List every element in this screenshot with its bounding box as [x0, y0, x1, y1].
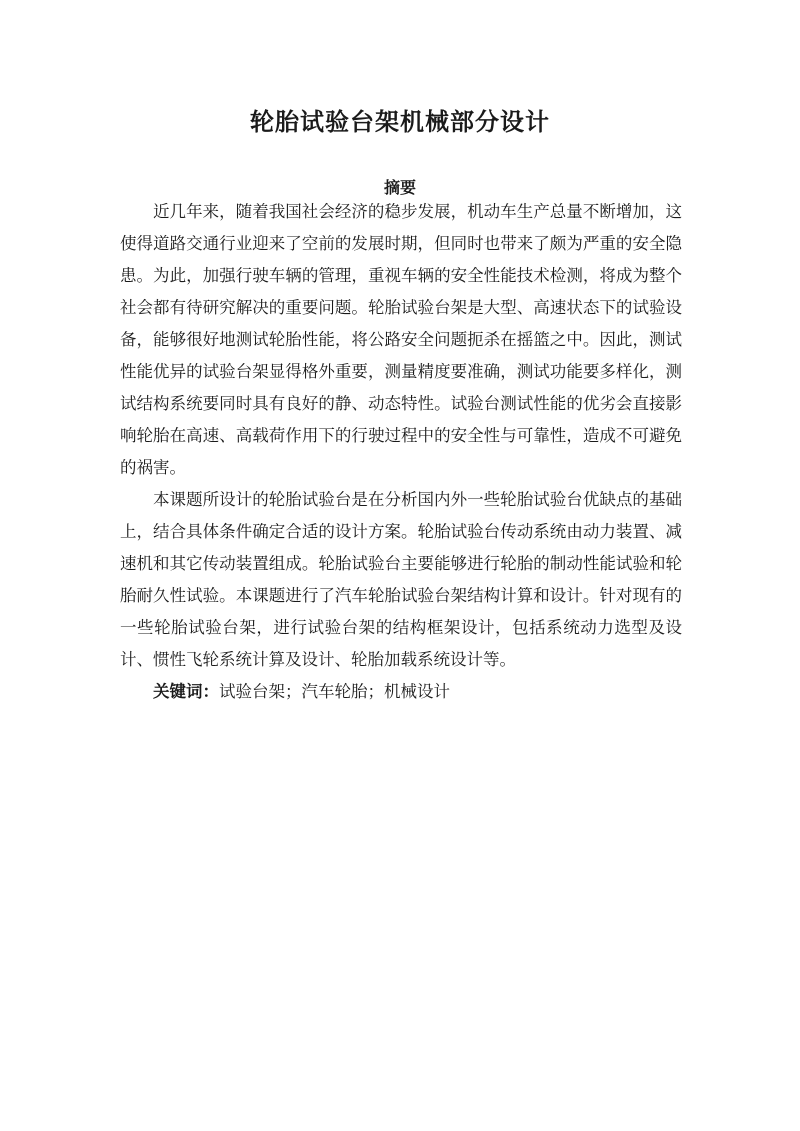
keywords-text: 试验台架；汽车轮胎；机械设计: [219, 682, 450, 701]
abstract-paragraph-1: 近几年来，随着我国社会经济的稳步发展，机动车生产总量不断增加，这使得道路交通行业迎来了空前的发展时期，但同时也带来了颇为严重的安全隐患。为此，加强行驶车辆的管理，重视车辆的安全性能技术检测，将成为整个社会都有待研究解决的重要问题。轮胎试验台架是大型、高速状态下的试验设备，能够很好地测试轮胎性能，将公路安全问题扼杀在摇篮之中。因此，测试性能优异的试验台架显得格外重要，测量精度要准确，测试功能要多样化，测试结构系统要同时具有良好的静、动态特性。试验台测试性能的优劣会直接影响轮胎在高速、高载荷作用下的行驶过程中的安全性与可靠性，造成不可避免的祸害。: [120, 202, 682, 477]
keywords-label: 关键词：: [153, 682, 219, 701]
keywords-line: [120, 676, 682, 708]
document-title: 轮胎试验台架机械部分设计: [250, 107, 550, 136]
abstract-paragraph-2: 本课题所设计的轮胎试验台是在分析国内外一些轮胎试验台优缺点的基础上，结合具体条件确定合适的设计方案。轮胎试验台传动系统由动力装置、减速机和其它传动装置组成。轮胎试验台主要能够进行轮胎的制动性能试验和轮胎耐久性试验。本课题进行了汽车轮胎试验台架结构计算和设计。针对现有的一些轮胎试验台架，进行试验台架的结构框架设计，包括系统动力选型及设计、惯性飞轮系统计算及设计、轮胎加载系统设计等。: [120, 490, 682, 669]
abstract-body: [120, 196, 682, 708]
abstract-heading: 摘要: [383, 178, 416, 197]
